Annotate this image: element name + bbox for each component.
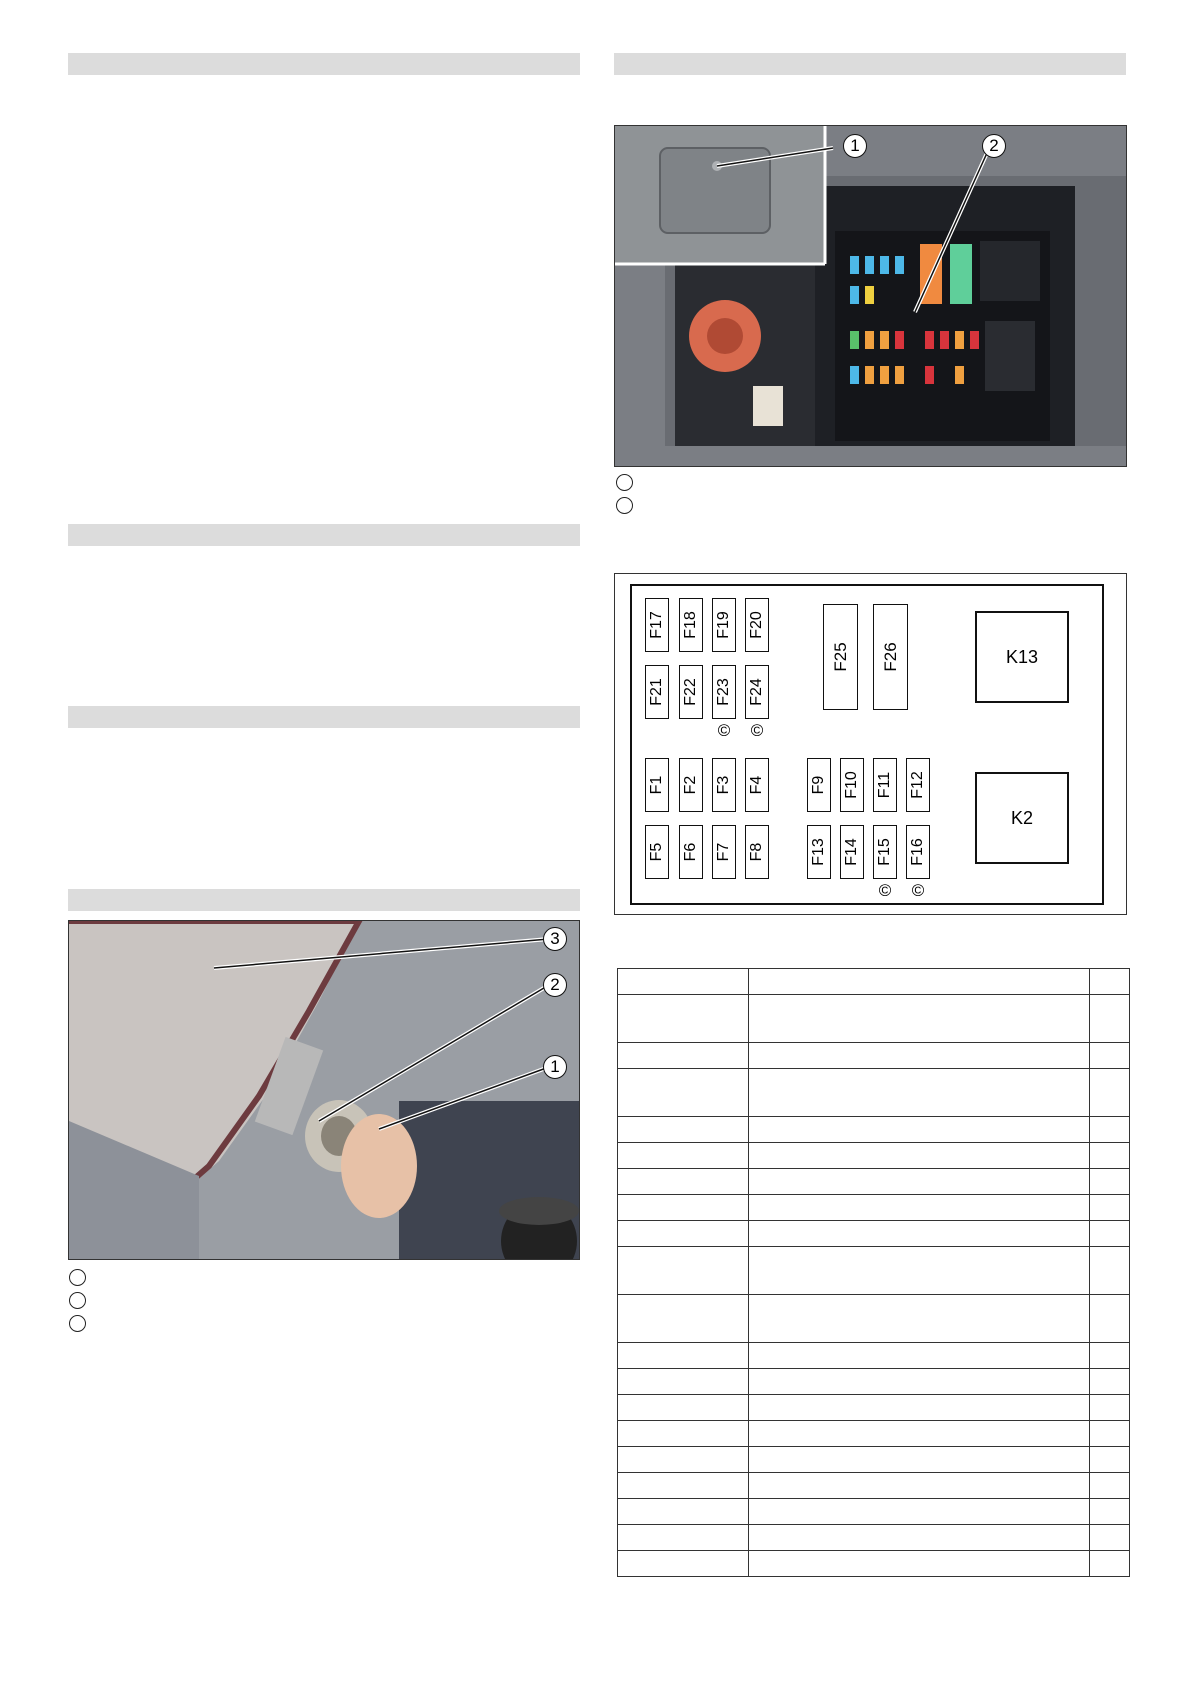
legend-marker	[69, 1315, 86, 1332]
fuse-f7: F7	[712, 825, 736, 879]
table-row	[618, 1247, 1130, 1295]
callout-2: 2	[543, 973, 567, 997]
table-row	[618, 969, 1130, 995]
relay-k13: K13	[975, 611, 1069, 703]
copyright-mark: ©	[717, 721, 731, 740]
table-row	[618, 1473, 1130, 1499]
table-row	[618, 1043, 1130, 1069]
fuse-f21: F21	[645, 665, 669, 719]
table-row	[618, 1447, 1130, 1473]
fuse-f23: F23	[712, 665, 736, 719]
fuse-f25: F25	[823, 604, 858, 710]
table-row	[618, 1343, 1130, 1369]
fuse-f13: F13	[807, 825, 831, 879]
lamp-removal-photo	[68, 920, 580, 1260]
callout-1: 1	[843, 134, 867, 158]
fuse-f3: F3	[712, 758, 736, 812]
callout-1: 1	[543, 1055, 567, 1079]
table-row	[618, 1369, 1130, 1395]
fuse-f17: F17	[645, 598, 669, 652]
table-row	[618, 1395, 1130, 1421]
table-row	[618, 1525, 1130, 1551]
legend-marker	[616, 474, 633, 491]
table-row	[618, 1143, 1130, 1169]
lamp-removal-illustration	[69, 921, 580, 1260]
fuse-f9: F9	[807, 758, 831, 812]
fuse-f19: F19	[712, 598, 736, 652]
legend-marker	[69, 1269, 86, 1286]
fuse-f5: F5	[645, 825, 669, 879]
table-row	[618, 1499, 1130, 1525]
fuse-f20: F20	[745, 598, 769, 652]
fuse-layout-diagram	[614, 573, 1127, 915]
fuse-f12: F12	[906, 758, 930, 812]
section-header-bar	[68, 706, 580, 728]
callout-2: 2	[982, 134, 1006, 158]
fuse-f22: F22	[679, 665, 703, 719]
legend-marker	[69, 1292, 86, 1309]
table-row	[618, 1117, 1130, 1143]
legend-marker	[616, 497, 633, 514]
relay-k2: K2	[975, 772, 1069, 864]
copyright-mark: ©	[750, 721, 764, 740]
table-row	[618, 1551, 1130, 1577]
copyright-mark: ©	[911, 881, 925, 900]
fuse-box-photo	[614, 125, 1127, 467]
fuse-f4: F4	[745, 758, 769, 812]
fuse-f6: F6	[679, 825, 703, 879]
table-row	[618, 1069, 1130, 1117]
table-row	[618, 1169, 1130, 1195]
fuse-f8: F8	[745, 825, 769, 879]
table-row	[618, 1295, 1130, 1343]
table-row	[618, 1221, 1130, 1247]
callout-3: 3	[543, 927, 567, 951]
table-row	[618, 1421, 1130, 1447]
fuse-f18: F18	[679, 598, 703, 652]
fuse-f2: F2	[679, 758, 703, 812]
table-row	[618, 1195, 1130, 1221]
fuse-f10: F10	[840, 758, 864, 812]
section-header-bar	[614, 53, 1126, 75]
section-header-bar	[68, 889, 580, 911]
fuse-box-illustration	[615, 126, 1127, 467]
fuse-f14: F14	[840, 825, 864, 879]
fuse-f24: F24	[745, 665, 769, 719]
fuse-f15: F15	[873, 825, 897, 879]
section-header-bar	[68, 53, 580, 75]
fuse-f26: F26	[873, 604, 908, 710]
fuse-assignment-table	[617, 968, 1130, 1577]
section-header-bar	[68, 524, 580, 546]
fuse-f1: F1	[645, 758, 669, 812]
fuse-f16: F16	[906, 825, 930, 879]
table-row	[618, 995, 1130, 1043]
copyright-mark: ©	[878, 881, 892, 900]
fuse-f11: F11	[873, 758, 897, 812]
